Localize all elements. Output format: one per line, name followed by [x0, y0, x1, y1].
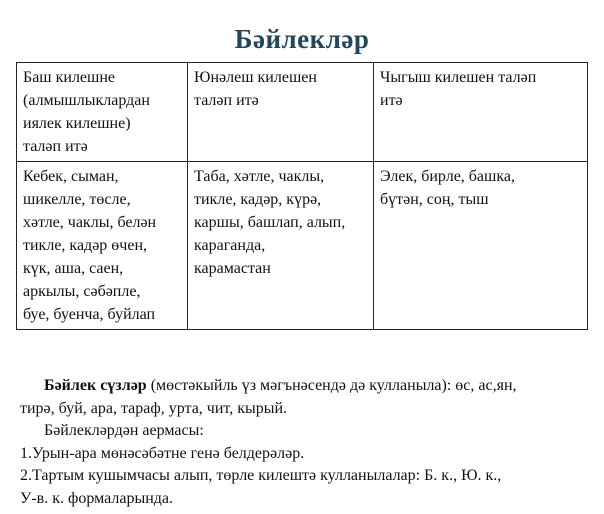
- notes-section: [20, 375, 596, 510]
- cell-line: аркылы, сәбәпле,: [23, 283, 141, 300]
- body-cell-dative: [188, 162, 374, 330]
- cell-line: карамастан: [194, 260, 271, 277]
- table-header-row: [17, 63, 588, 162]
- difference-item-2: 2.Тартым кушымчасы алып, төрле килештә кулланылалар: Б. к., Ю. к.,: [20, 467, 502, 484]
- header-cell-dative: [188, 63, 374, 162]
- cell-line: караганда,: [194, 237, 266, 254]
- header-line: таләп итә: [23, 138, 88, 155]
- body-cell-ablative: [374, 162, 588, 330]
- cell-line: Таба, хәтле, чаклы,: [194, 168, 325, 185]
- cell-line: күк, аша, саен,: [23, 260, 124, 277]
- cell-line: шикелле, төсле,: [23, 191, 131, 208]
- difference-item-1: 1.Урын-ара мөнәсәбәтне генә белдерәләр.: [20, 444, 305, 462]
- header-line: таләп итә: [194, 92, 259, 109]
- definition-text: (мөстәкыйль үз мәгънәсендә дә кулланыла): өс, ас,ян,: [146, 377, 517, 394]
- header-cell-ablative: [374, 63, 588, 162]
- header-cell-nominative: [17, 63, 188, 162]
- header-line: итә: [380, 92, 403, 109]
- cell-line: хәтле, чаклы, белән: [23, 214, 157, 231]
- cell-line: тикле, кадәр өчен,: [23, 237, 147, 254]
- header-line: Юнәлеш килешен: [194, 69, 317, 86]
- cell-line: бүтән, соң, тыш: [380, 191, 489, 208]
- cell-line: Элек, бирле, башка,: [380, 168, 515, 185]
- difference-item-2-continuation: У-в. к. формаларында.: [20, 489, 174, 507]
- cell-line: каршы, башлап, алып,: [194, 214, 346, 231]
- header-line: Чыгыш килешен таләп: [380, 69, 537, 86]
- postpositions-table: [16, 62, 588, 330]
- table-row: [17, 162, 588, 330]
- body-cell-nominative: [17, 162, 188, 330]
- cell-line: тикле, кадәр, күрә,: [194, 191, 322, 208]
- cell-line: Кебек, сыман,: [23, 168, 119, 185]
- header-line: (алмышлыклардан: [23, 92, 150, 109]
- definition-continuation: тирә, буй, ара, тараф, урта, чит, кырый.: [20, 399, 288, 417]
- difference-heading: Бәйлекләрдән аермасы:: [44, 422, 204, 439]
- definition-term: Бәйлек сүзләр: [44, 377, 147, 394]
- definition-paragraph: [20, 375, 596, 398]
- header-line: иялек килешне): [23, 115, 131, 132]
- page-title: Бәйлекләр: [234, 24, 370, 54]
- cell-line: буе, буенча, буйлап: [23, 306, 156, 323]
- header-line: Баш килешне: [23, 69, 116, 86]
